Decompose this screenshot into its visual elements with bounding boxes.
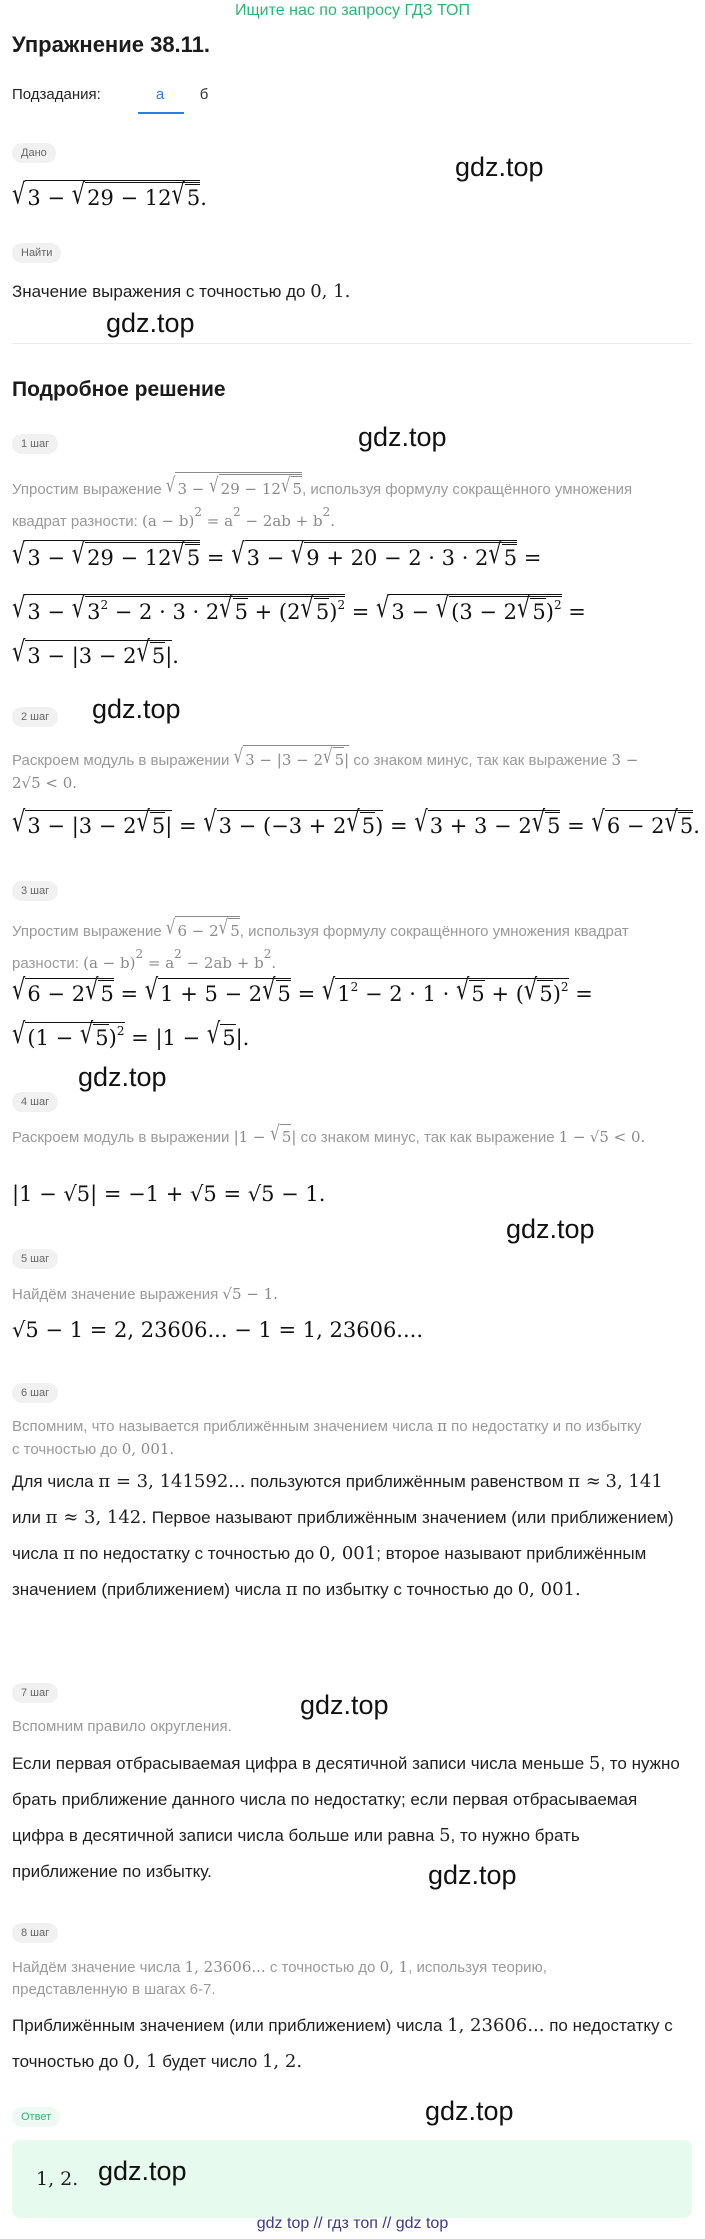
footer-links[interactable]: gdz top // гдз топ // gdz top xyxy=(256,2215,449,2232)
subtasks-label: Подзадания: xyxy=(12,86,101,103)
step-3-line-1: $√6 - 2√5 = √1 + 5 - 2√5 = √1^2 - 2 \cdot 1 \cdot √5 + (√5)^2$ = xyxy=(12,973,593,1006)
step-3-line-2: $√(1 - √5)^2 = |1 - √5|$. xyxy=(12,1017,250,1050)
step-7-chip: 7 шаг xyxy=(12,1683,58,1703)
subtask-tabs xyxy=(12,84,692,116)
solution-heading: Подробное решение xyxy=(12,378,226,401)
answer-value: 1, 2. xyxy=(36,2168,79,2190)
watermark: gdz.top xyxy=(425,2096,514,2126)
step-3-chip: 3 шаг xyxy=(12,881,58,901)
step-8-chip: 8 шаг xyxy=(12,1923,58,1943)
step-1-line-1: √3 − √29 − 12√5 = √3 − √9 + 20 − 2 · 3 · 2√5 = xyxy=(12,537,542,570)
watermark: gdz.top xyxy=(300,1690,389,1720)
step-3-hint: Упростим выражение √ 6 − 2√ 5, используя формулу сокращённого умножения квадрат разности: $(a - b)^2 = a^2 - 2ab + b^2$. xyxy=(12,915,629,972)
tab-b[interactable]: б xyxy=(199,86,209,103)
given-chip: Дано xyxy=(12,143,56,163)
step-4-line: |1 − √5| = −1 + √5 = √5 − 1. xyxy=(12,1182,326,1206)
step-7-hint: Вспомним правило округления. xyxy=(12,1718,232,1735)
watermark: gdz.top xyxy=(455,152,544,182)
step-2-hint: Раскроем модуль в выражении √ 3 − |3 − 2√ 5| со знаком минус, так как выражение 3 − 2√5 < 0. xyxy=(12,744,639,792)
page-title: Упражнение 38.11. xyxy=(12,32,211,57)
step-5-hint: Найдём значение выражения √5 − 1. xyxy=(12,1285,278,1303)
step-8-paragraph: Приближённым значением (или приближением) числа 1, 23606... по недостатку с точностью до 0, 1 будет число 1, 2. xyxy=(12,2015,673,2072)
step-5-chip: 5 шаг xyxy=(12,1249,58,1269)
watermark: gdz.top xyxy=(428,1860,517,1890)
watermark: gdz.top xyxy=(92,694,181,724)
search-banner[interactable]: Ищите нас по запросу ГДЗ ТОП xyxy=(235,2,470,19)
watermark: gdz.top xyxy=(78,1062,167,1092)
step-1-line-2: $√3 - √3^2 - 2 \cdot 3 \cdot 2√5 + (2√5)^2 = √3 - √(3 - 2√5)^2$ = xyxy=(12,591,586,624)
watermark: gdz.top xyxy=(506,1214,595,1244)
step-2-chip: 2 шаг xyxy=(12,707,58,727)
answer-box xyxy=(12,2140,692,2218)
watermark: gdz.top xyxy=(358,422,447,452)
given-expression: √3 − √29 − 12√5. xyxy=(12,177,207,210)
step-6-chip: 6 шаг xyxy=(12,1383,58,1403)
watermark: gdz.top xyxy=(106,308,195,338)
divider xyxy=(12,343,692,344)
find-chip: Найти xyxy=(12,243,61,263)
find-text: Значение выражения с точностью до 0, 1. xyxy=(12,281,351,302)
step-6-paragraph: Для числа π = 3, 141592... пользуются приближённым равенством π ≈ 3, 141 или π ≈ 3, 142. Первое называют приближённым значением (или приближением) числа π по недостатку с точностью до 0, 001; второе называют приближённым значением (приближением) числа π по избытку с точностью до 0, 001. xyxy=(12,1471,674,1600)
step-8-hint: Найдём значение числа 1, 23606... с точностью до 0, 1, используя теорию, представленную в шагах 6-7. xyxy=(12,1958,547,1998)
tab-a[interactable]: а xyxy=(155,86,165,103)
watermark: gdz.top xyxy=(98,2156,187,2186)
active-tab-indicator xyxy=(138,112,184,114)
step-6-hint: Вспомним, что называется приближённым значением числа π по недостатку и по избытку с точностью до 0, 001. xyxy=(12,1417,642,1458)
step-1-hint: Упростим выражение √ 3 − √ 29 − 12√ 5, используя формулу сокращённого умножения квадрат разности: $(a - b)^2 = a^2 - 2ab + b^2$. xyxy=(12,473,633,530)
step-4-hint: Раскроем модуль в выражении |1 − √ 5| со знаком минус, так как выражение 1 − √5 < 0. xyxy=(12,1121,646,1146)
step-7-paragraph: Если первая отбрасываемая цифра в десятичной записи числа меньше 5, то нужно брать приближение данного числа по недостатку; если первая отбрасываемая цифра в десятичной записи числа больше или равна 5, то нужно брать приближение по избытку. xyxy=(12,1753,680,1881)
answer-chip: Ответ xyxy=(12,2107,60,2127)
step-4-chip: 4 шаг xyxy=(12,1092,58,1112)
step-5-line: √5 − 1 = 2, 23606... − 1 = 1, 23606.... xyxy=(12,1318,424,1342)
step-2-line: √3 − |3 − 2√5| = √3 − (−3 + 2√5) = √3 + 3 − 2√5 = √6 − 2√5. xyxy=(12,805,700,838)
step-1-line-3: √3 − |3 − 2√5|. xyxy=(12,635,179,668)
step-1-chip: 1 шаг xyxy=(12,434,58,454)
